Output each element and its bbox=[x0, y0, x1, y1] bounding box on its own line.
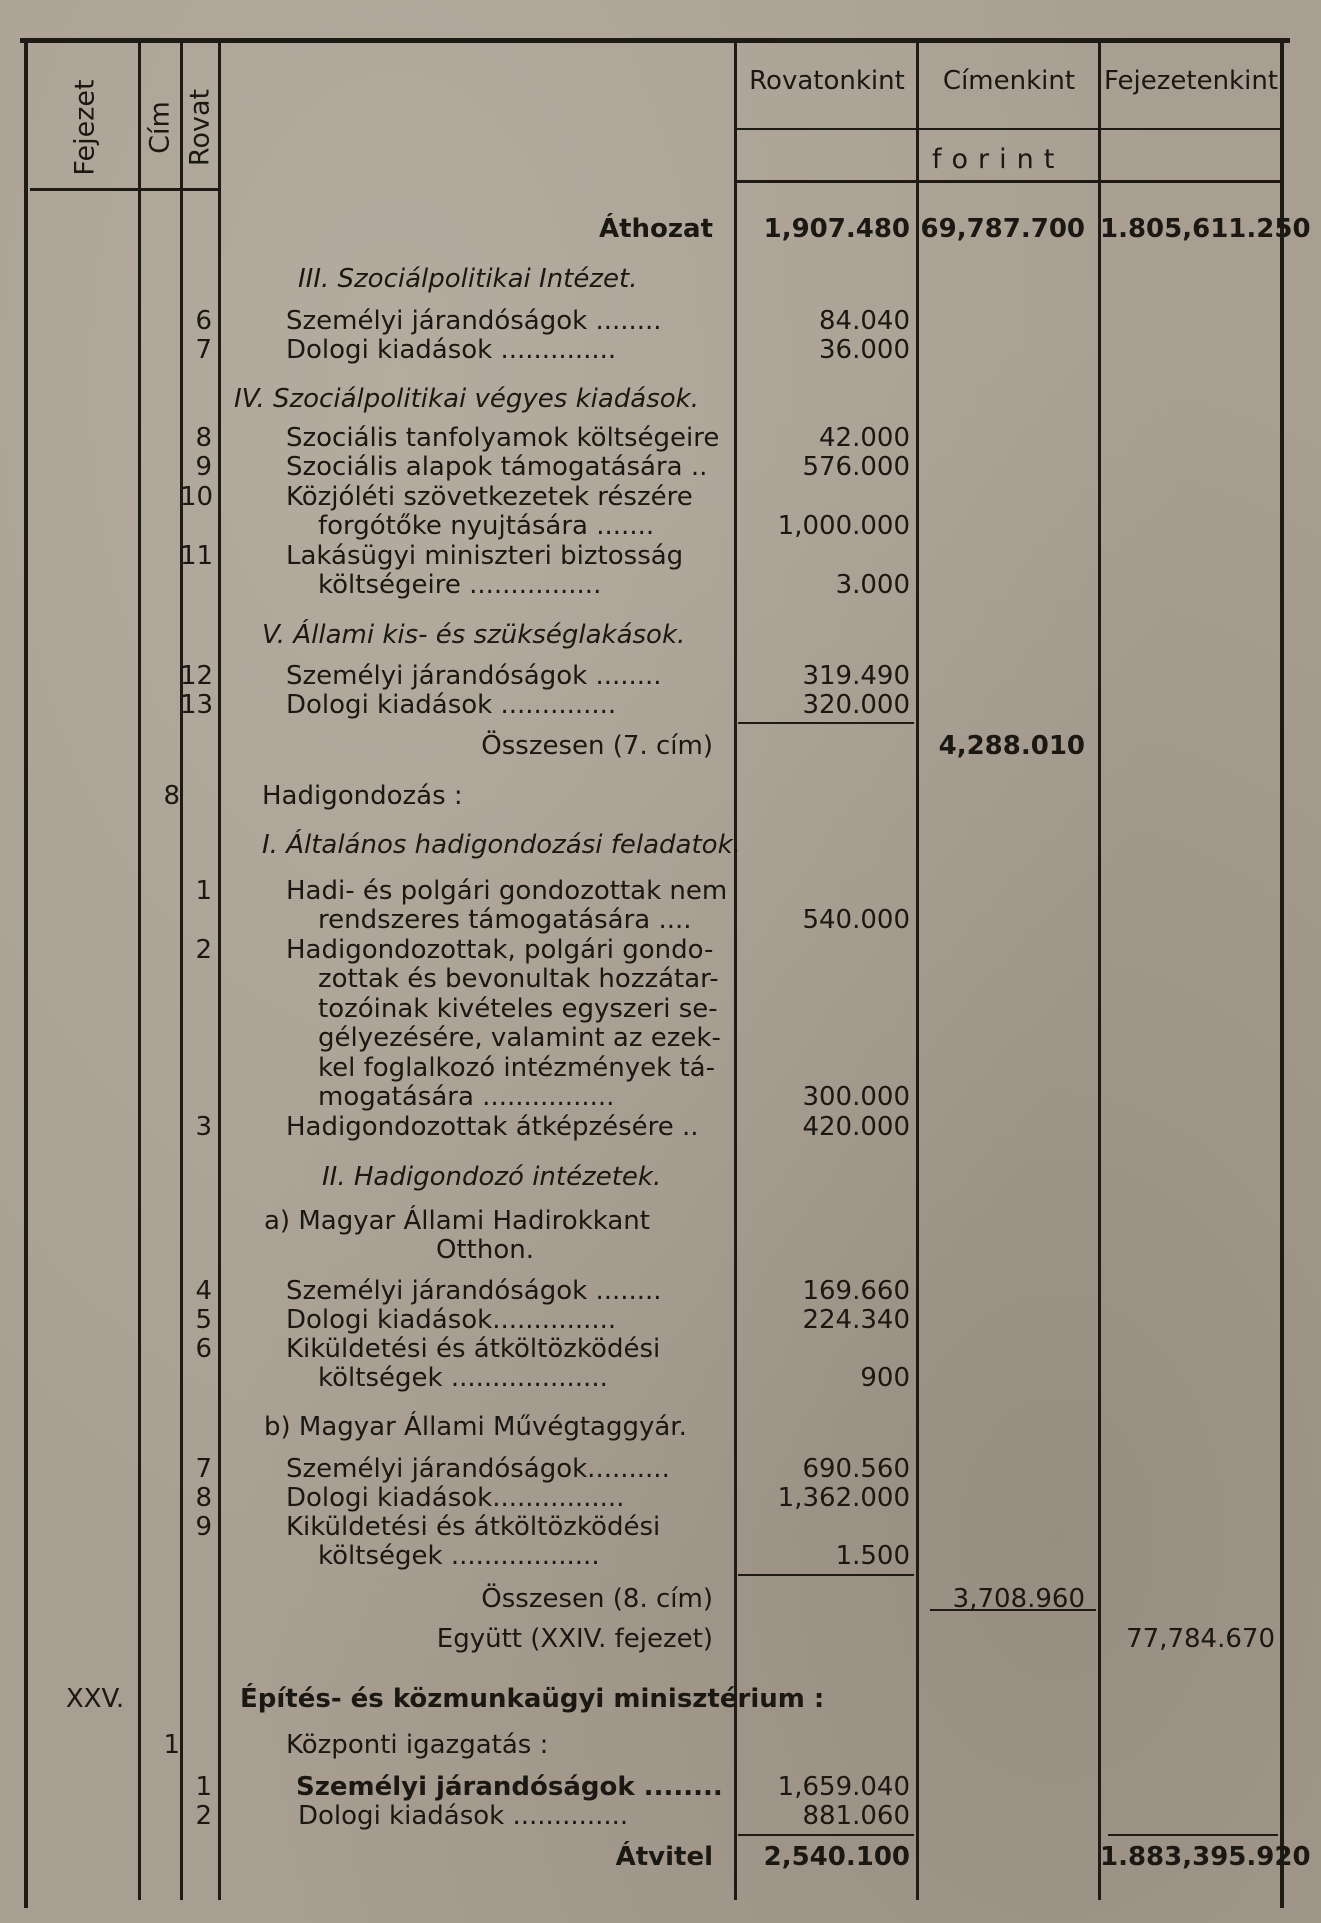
section-heading bbox=[0, 264, 1321, 294]
sum-line bbox=[738, 1834, 914, 1836]
row-text: Személyi járandóságok ........ bbox=[286, 306, 662, 336]
row-text: Központi igazgatás : bbox=[286, 1730, 549, 1760]
table-row bbox=[0, 1541, 1321, 1571]
row-rovat: 9 bbox=[195, 1512, 212, 1542]
row-text: gélyezésére, valamint az ezek- bbox=[318, 1023, 721, 1053]
table-row bbox=[0, 511, 1321, 541]
row-text: tozóinak kivételes egyszeri se- bbox=[318, 994, 718, 1024]
table-row bbox=[0, 1512, 1321, 1542]
row-cimenkint: 3,708.960 bbox=[952, 1584, 1085, 1614]
row-rovat: 2 bbox=[195, 935, 212, 965]
header-bottom-right bbox=[736, 180, 1280, 183]
row-rovatonkint: 1,000.000 bbox=[777, 511, 910, 541]
header-unit: forint bbox=[932, 144, 1065, 175]
table-row bbox=[0, 964, 1321, 994]
table-row bbox=[0, 781, 1321, 811]
row-text: Kiküldetési és átköltözködési bbox=[286, 1512, 661, 1542]
row-text: Dologi kiadások............... bbox=[286, 1305, 617, 1335]
row-text: Összesen (8. cím) bbox=[481, 1584, 713, 1614]
row-rovat: 1 bbox=[195, 1772, 212, 1802]
header-cim: Cím bbox=[144, 101, 176, 154]
row-rovatonkint: 36.000 bbox=[819, 335, 910, 365]
row-rovatonkint: 300.000 bbox=[802, 1082, 910, 1112]
section-heading bbox=[0, 620, 1321, 650]
row-rovatonkint: 540.000 bbox=[802, 905, 910, 935]
row-fejezet: XXV. bbox=[65, 1684, 125, 1714]
row-cim: 1 bbox=[163, 1730, 180, 1760]
table-row bbox=[0, 1206, 1321, 1236]
row-text: Hadi- és polgári gondozottak nem bbox=[286, 876, 728, 906]
row-rovatonkint: 881.060 bbox=[802, 1801, 910, 1831]
table-row bbox=[0, 1082, 1321, 1112]
header-bottom-left bbox=[30, 188, 220, 191]
row-rovat: 13 bbox=[180, 690, 214, 720]
header-rovat: Rovat bbox=[184, 88, 216, 167]
row-rovatonkint: 2,540.100 bbox=[763, 1842, 910, 1872]
row-rovat: 8 bbox=[195, 423, 212, 453]
row-text: II. Hadigondozó intézetek. bbox=[322, 1162, 662, 1192]
row-rovatonkint: 690.560 bbox=[802, 1454, 910, 1484]
row-text: Kiküldetési és átköltözködési bbox=[286, 1334, 661, 1364]
table-row bbox=[0, 423, 1321, 453]
table-row bbox=[0, 876, 1321, 906]
sum-line bbox=[738, 1574, 914, 1576]
row-text: költségeire ................ bbox=[318, 570, 602, 600]
row-text: Együtt (XXIV. fejezet) bbox=[436, 1624, 713, 1654]
row-rovatonkint: 42.000 bbox=[819, 423, 910, 453]
header-fejezet: Fejezet bbox=[69, 79, 101, 176]
row-text: V. Állami kis- és szükséglakások. bbox=[262, 620, 686, 650]
table-row bbox=[0, 1483, 1321, 1513]
table-row bbox=[0, 541, 1321, 571]
row-rovatonkint: 3.000 bbox=[835, 570, 910, 600]
row-text: Személyi járandóságok ........ bbox=[286, 661, 662, 691]
row-text: Személyi járandóságok.......... bbox=[286, 1454, 670, 1484]
row-rovatonkint: 319.490 bbox=[802, 661, 910, 691]
row-text: Dologi kiadások .............. bbox=[286, 690, 617, 720]
total-row bbox=[0, 1624, 1321, 1654]
sum-line bbox=[1108, 1834, 1278, 1836]
row-fejezetenkint: 77,784.670 bbox=[1126, 1624, 1275, 1654]
row-text: Szociális alapok támogatására .. bbox=[286, 452, 708, 482]
row-rovatonkint: 320.000 bbox=[802, 690, 910, 720]
table-row bbox=[0, 1730, 1321, 1760]
row-text: Dologi kiadások .............. bbox=[298, 1801, 629, 1831]
table-row bbox=[0, 661, 1321, 691]
header-cimenkint: Címenkint bbox=[942, 66, 1076, 96]
table-row bbox=[0, 1305, 1321, 1335]
row-rovat: 7 bbox=[195, 335, 212, 365]
row-rovatonkint: 576.000 bbox=[802, 452, 910, 482]
row-rovat: 7 bbox=[195, 1454, 212, 1484]
table-row bbox=[0, 1454, 1321, 1484]
row-text: rendszeres támogatására .... bbox=[318, 905, 692, 935]
row-cim: 8 bbox=[163, 781, 180, 811]
row-cimenkint: 4,288.010 bbox=[938, 731, 1085, 761]
table-row bbox=[0, 452, 1321, 482]
row-text: a) Magyar Állami Hadirokkant bbox=[264, 1206, 650, 1236]
row-text: Hadigondozottak, polgári gondo- bbox=[286, 935, 714, 965]
row-rovat: 6 bbox=[195, 1334, 212, 1364]
table-row bbox=[0, 994, 1321, 1024]
table-row bbox=[0, 482, 1321, 512]
row-text: költségek .................. bbox=[318, 1541, 600, 1571]
table-row bbox=[0, 1023, 1321, 1053]
total-row bbox=[0, 731, 1321, 761]
row-text: Áthozat bbox=[598, 214, 713, 244]
row-text: Otthon. bbox=[436, 1235, 534, 1265]
row-rovatonkint: 900 bbox=[860, 1363, 910, 1393]
section-heading bbox=[0, 830, 1321, 860]
row-rovatonkint: 420.000 bbox=[802, 1112, 910, 1142]
total-row bbox=[0, 1842, 1321, 1872]
row-text: III. Szociálpolitikai Intézet. bbox=[298, 264, 638, 294]
row-text: Közjóléti szövetkezetek részére bbox=[286, 482, 693, 512]
row-text: I. Általános hadigondozási feladatok. bbox=[262, 830, 741, 860]
table-row bbox=[0, 1801, 1321, 1831]
table-row bbox=[0, 1235, 1321, 1265]
row-rovat: 4 bbox=[195, 1276, 212, 1306]
total-row bbox=[0, 1584, 1321, 1614]
table-row bbox=[0, 1363, 1321, 1393]
row-rovat: 5 bbox=[195, 1305, 212, 1335]
row-rovat: 11 bbox=[180, 541, 214, 571]
row-text: Személyi járandóságok ........ bbox=[286, 1276, 662, 1306]
header-rovatonkint: Rovatonkint bbox=[749, 66, 905, 96]
table-row bbox=[0, 1684, 1321, 1714]
row-text: mogatására ................ bbox=[318, 1082, 615, 1112]
table-row bbox=[0, 935, 1321, 965]
row-text: költségek ................... bbox=[318, 1363, 608, 1393]
table-row bbox=[0, 1112, 1321, 1142]
table-row bbox=[0, 1334, 1321, 1364]
table-row bbox=[0, 1276, 1321, 1306]
row-text: Összesen (7. cím) bbox=[481, 731, 713, 761]
row-rovat: 3 bbox=[195, 1112, 212, 1142]
section-heading bbox=[0, 1412, 1321, 1442]
table-row bbox=[0, 335, 1321, 365]
row-rovatonkint: 1,362.000 bbox=[777, 1483, 910, 1513]
row-rovatonkint: 1.500 bbox=[835, 1541, 910, 1571]
table-row bbox=[0, 690, 1321, 720]
section-heading bbox=[0, 384, 1321, 414]
row-text: forgótőke nyujtására ....... bbox=[318, 511, 655, 541]
row-rovatonkint: 84.040 bbox=[819, 306, 910, 336]
table-row bbox=[0, 214, 1321, 244]
table-row bbox=[0, 306, 1321, 336]
table-row bbox=[0, 570, 1321, 600]
row-fejezetenkint: 1.805,611.250 bbox=[1100, 214, 1311, 244]
row-rovat: 12 bbox=[180, 661, 214, 691]
row-rovatonkint: 169.660 bbox=[802, 1276, 910, 1306]
row-text: Szociális tanfolyamok költségeire bbox=[286, 423, 720, 453]
row-cimenkint: 69,787.700 bbox=[920, 214, 1085, 244]
row-text: Építés- és közmunkaügyi minisztérium : bbox=[240, 1684, 825, 1714]
row-text: Személyi járandóságok ........ bbox=[296, 1772, 723, 1802]
row-text: Lakásügyi miniszteri biztosság bbox=[286, 541, 684, 571]
row-text: kel foglalkozó intézmények tá- bbox=[318, 1053, 715, 1083]
section-heading bbox=[0, 1162, 1321, 1192]
row-rovatonkint: 224.340 bbox=[802, 1305, 910, 1335]
row-rovat: 8 bbox=[195, 1483, 212, 1513]
row-text: IV. Szociálpolitikai végyes kiadások. bbox=[234, 384, 699, 414]
row-text: Dologi kiadások................ bbox=[286, 1483, 625, 1513]
row-rovatonkint: 1,907.480 bbox=[763, 214, 910, 244]
row-text: b) Magyar Állami Művégtaggyár. bbox=[264, 1412, 687, 1442]
row-fejezetenkint: 1.883,395.920 bbox=[1100, 1842, 1311, 1872]
sum-line bbox=[738, 722, 914, 724]
row-rovat: 1 bbox=[195, 876, 212, 906]
table-row bbox=[0, 1772, 1321, 1802]
row-rovat: 2 bbox=[195, 1801, 212, 1831]
row-rovat: 9 bbox=[195, 452, 212, 482]
row-text: Hadigondozás : bbox=[262, 781, 463, 811]
row-rovat: 6 bbox=[195, 306, 212, 336]
row-text: Hadigondozottak átképzésére .. bbox=[286, 1112, 699, 1142]
row-text: zottak és bevonultak hozzátar- bbox=[318, 964, 719, 994]
row-text: Dologi kiadások .............. bbox=[286, 335, 617, 365]
row-rovatonkint: 1,659.040 bbox=[777, 1772, 910, 1802]
row-text: Átvitel bbox=[615, 1842, 713, 1872]
header-mid-line bbox=[736, 128, 1280, 130]
table-row bbox=[0, 1053, 1321, 1083]
table-row bbox=[0, 905, 1321, 935]
header-fejezetenkint: Fejezetenkint bbox=[1103, 66, 1278, 96]
row-rovat: 10 bbox=[180, 482, 214, 512]
